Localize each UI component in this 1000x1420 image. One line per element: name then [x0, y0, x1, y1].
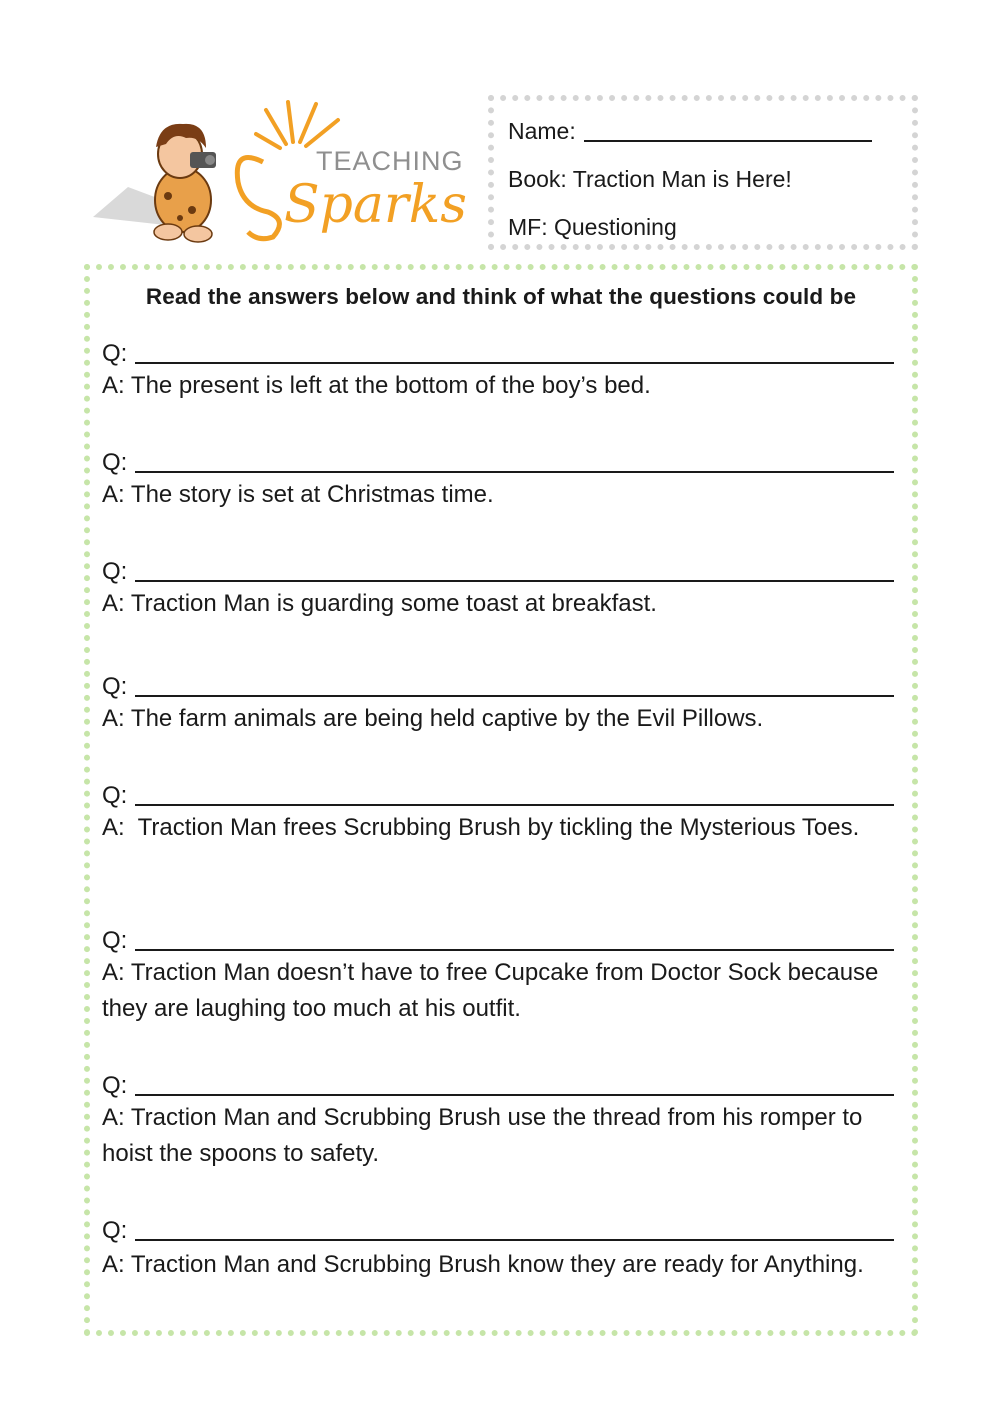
- question-blank[interactable]: [135, 1219, 894, 1241]
- mf-line: MF: Questioning: [508, 214, 677, 240]
- q-label: Q:: [102, 673, 128, 700]
- worksheet-box: [84, 264, 918, 1336]
- q-label: Q:: [102, 558, 128, 585]
- answer-text: A: Traction Man is guarding some toast at breakfast.: [102, 590, 657, 617]
- q-label: Q:: [102, 1217, 128, 1244]
- name-line: [508, 107, 898, 155]
- qa-item: [102, 1209, 894, 1285]
- q-label: Q:: [102, 927, 128, 954]
- answer-text: A: Traction Man and Scrubbing Brush use the thread from his romper to hoist the spoons to safety.: [102, 1104, 870, 1167]
- question-blank[interactable]: [135, 929, 894, 951]
- qa-item: [102, 919, 894, 1027]
- qa-item: [102, 665, 894, 737]
- caveman-camera-icon: [154, 124, 216, 242]
- answer-text: A: Traction Man frees Scrubbing Brush by tickling the Mysterious Toes.: [102, 814, 860, 841]
- answer-text: A: The farm animals are being held captive by the Evil Pillows.: [102, 705, 764, 732]
- answer-text: A: The story is set at Christmas time.: [102, 481, 494, 508]
- name-label: Name:: [508, 118, 576, 144]
- name-blank[interactable]: [584, 120, 872, 142]
- answer-text: A: Traction Man doesn’t have to free Cupcake from Doctor Sock because they are laughing too much at his outfit.: [102, 959, 886, 1022]
- question-blank[interactable]: [135, 560, 894, 582]
- qa-item: [102, 1064, 894, 1172]
- question-blank[interactable]: [135, 451, 894, 473]
- brand-sparks: Sparks: [284, 175, 467, 235]
- q-label: Q:: [102, 340, 128, 367]
- q-label: Q:: [102, 449, 128, 476]
- q-label: Q:: [102, 782, 128, 809]
- question-blank[interactable]: [135, 784, 894, 806]
- answer-text: A: The present is left at the bottom of the boy’s bed.: [102, 372, 651, 399]
- teaching-sparks-logo: [88, 92, 478, 252]
- qa-item: [102, 550, 894, 622]
- answer-text: A: Traction Man and Scrubbing Brush know they are ready for Anything.: [102, 1251, 864, 1278]
- s-swirl: [237, 158, 279, 239]
- worksheet-heading: Read the answers below and think of what the questions could be: [145, 284, 857, 309]
- q-label: Q:: [102, 1072, 128, 1099]
- student-info-box: [488, 95, 918, 250]
- question-blank[interactable]: [135, 342, 894, 364]
- brand-teaching: TEACHING: [316, 146, 464, 176]
- sunburst-icon: [256, 102, 338, 148]
- question-blank[interactable]: [135, 1074, 894, 1096]
- qa-item: [102, 774, 894, 846]
- book-line: Book: Traction Man is Here!: [508, 166, 792, 192]
- qa-item: [102, 332, 894, 404]
- qa-item: [102, 441, 894, 513]
- question-blank[interactable]: [135, 675, 894, 697]
